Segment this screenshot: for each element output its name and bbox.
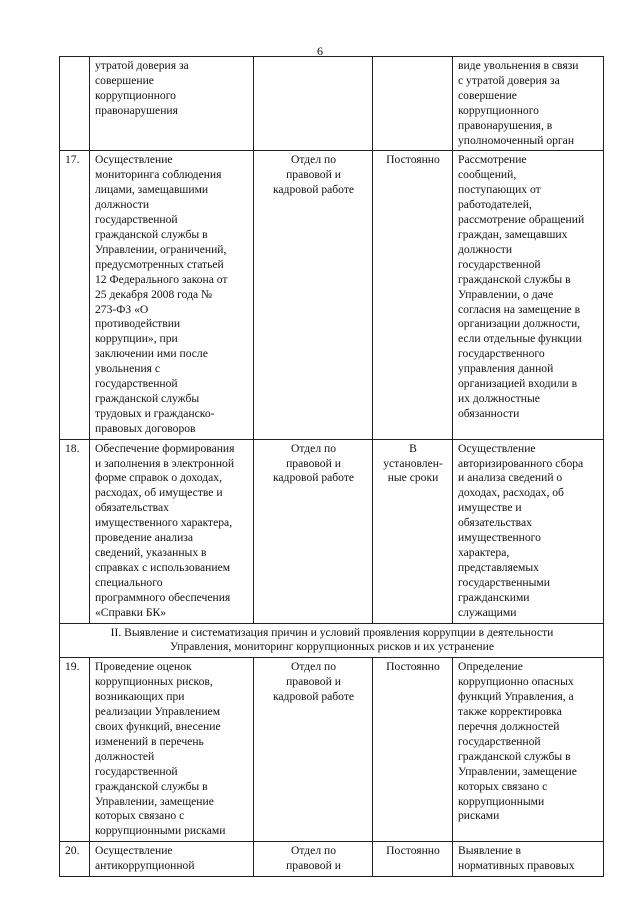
result-cell-line: и анализа сведений о [458,471,563,485]
executor-cell [254,439,373,623]
measure-cell-line: заключении ими после [95,347,208,361]
measure-cell-line: справках с использованием [95,560,231,574]
result-cell-line: гражданскими [458,590,530,604]
measure-cell-line: 273-ФЗ «О [95,302,149,316]
table-row [60,842,604,877]
section-heading-line: II. Выявление и систематизация причин и условий проявления коррупции в деятельности [110,625,554,639]
row-number: 17. [60,151,90,439]
result-cell-line: Рассмотрение [458,153,527,167]
section-heading-line: Управления, мониторинг коррупционных рисков и их устранение [170,640,494,654]
result-cell-line: имуществе и [458,501,522,515]
result-cell-line: Управлении, замещение [458,764,577,778]
measure-cell-line: должности [95,198,150,212]
term-cell-line: Постоянно [386,844,440,858]
measure-cell [90,151,254,439]
table-row [60,439,604,623]
row-number: 19. [60,658,90,842]
executor-cell-line: кадровой работе [272,471,355,485]
result-cell-line: работодателей, [458,198,532,212]
measure-cell-line: гражданской службы в [95,779,208,793]
result-cell-line: функций Управления, а [458,690,574,704]
result-cell-line: поступающих от [458,183,541,197]
measure-cell-line: которых связано с [95,809,185,823]
measure-cell-line: правовых договоров [95,421,196,435]
measure-cell [90,57,254,151]
measure-cell-line: противодействии [95,317,181,331]
measure-cell-line: мониторинга соблюдения [95,168,222,182]
result-cell-line: согласия на замещение в [458,302,581,316]
executor-cell-line: правовой и [286,456,341,470]
table-row [60,658,604,842]
term-cell-line: В [409,441,417,455]
term-cell [373,658,453,842]
executor-cell-line: правовой и [286,168,341,182]
result-cell-line: гражданской службы в [458,749,571,763]
measure-cell-line: увольнения с [95,362,161,376]
executor-cell-line: Отдел по [290,660,337,674]
measure-cell-line: имущественного характера, [95,516,233,530]
table-row [60,151,604,439]
measure-cell-line: гражданской службы [95,391,200,405]
result-cell-line: доходах, расходах, об [458,486,564,500]
executor-cell [254,57,373,151]
section-heading [60,623,604,658]
executor-cell-line: правовой и [286,675,341,689]
measure-cell-line: коррупционного [95,88,176,102]
section-row [60,623,604,658]
measure-cell-line: обязательствах [95,501,169,515]
term-cell [373,151,453,439]
result-cell-line: если отдельные функции [458,332,582,346]
table-body-bottom [60,658,604,877]
row-number [60,57,90,151]
table-row [60,57,604,151]
executor-cell-line: Отдел по [290,844,337,858]
result-cell-line: авторизированного сбора [458,456,584,470]
measure-cell-line: совершение [95,73,154,87]
table-section-body [60,623,604,658]
measure-cell-line: государственной [95,764,178,778]
table-body-top [60,57,604,624]
measure-cell-line: Управлении, ограничений, [95,242,227,256]
executor-cell-line: кадровой работе [272,690,355,704]
executor-cell-line: Отдел по [290,441,337,455]
result-cell [453,57,604,151]
measure-cell-line: Управлении, замещение [95,794,214,808]
result-cell-line: государственными [458,575,550,589]
result-cell-line: коррупционно опасных [458,675,574,689]
measure-cell-line: Осуществление [95,153,173,167]
measure-cell-line: Осуществление [95,844,173,858]
result-cell-line: рассмотрение обращений [458,213,585,227]
result-cell-line: граждан, замещавших [458,227,568,241]
result-cell [453,439,604,623]
executor-cell-line: кадровой работе [272,183,355,197]
term-cell-line: Постоянно [386,660,440,674]
measure-cell-line: правонарушения [95,103,178,117]
measure-cell-line: сведений, указанных в [95,546,207,559]
measure-cell-line: специального [95,575,163,589]
measure-cell-line: государственной [95,377,178,391]
result-cell-line: государственной [458,257,541,271]
result-cell-line: перечня должностей [458,719,560,733]
measure-cell-line: предусмотренных статьей [95,257,224,271]
measure-cell-line: 25 декабря 2008 года № [95,287,213,301]
result-cell-line: нормативных правовых [458,859,575,873]
measure-cell-line: программного обеспечения [95,590,231,604]
row-number: 18. [60,439,90,623]
result-cell-line: сообщений, [458,168,517,182]
measure-cell-line: реализации Управлением [95,705,221,719]
measure-cell-line: трудовых и гражданско- [95,406,215,420]
result-cell-line: служащими [458,605,517,619]
term-cell [373,439,453,623]
measure-cell-line: Обеспечение формирования [95,441,235,455]
measure-cell-line: антикоррупционной [95,859,195,873]
measure-cell-line: «Справки БК» [95,605,167,619]
measure-cell-line: лицами, замещавшими [95,183,209,197]
term-cell-line: ные сроки [387,471,439,485]
result-cell-line: имущественного [458,531,541,545]
result-cell-line: уполномоченный орган [458,133,575,147]
result-cell-line: представляемых [458,560,539,574]
executor-cell-line: Отдел по [290,153,337,167]
measure-cell-line: своих функций, внесение [95,719,221,733]
result-cell [453,658,604,842]
measure-cell-line: коррупционных рисков, [95,675,213,689]
result-cell-line: государственной [458,734,541,748]
result-cell-line: Определение [458,660,523,674]
result-cell-line: государственного [458,347,545,361]
result-cell-line: которых связано с [458,779,548,793]
executor-cell [254,842,373,877]
executor-cell [254,658,373,842]
term-cell-line: Постоянно [386,153,440,167]
measure-cell-line: изменений в перечень [95,734,204,748]
result-cell-line: обязанности [458,406,520,420]
measure-cell-line: форме справок о доходах, [95,471,222,485]
result-cell-line: также корректировка [458,705,562,719]
page-number: 6 [317,44,323,58]
measure-cell-line: коррупционными рисками [95,824,226,838]
result-cell-line: Осуществление [458,441,536,455]
result-cell-line: должности [458,242,513,256]
result-cell-line: виде увольнения в связи [458,59,579,72]
measure-cell [90,842,254,877]
measure-cell-line: государственной [95,213,178,227]
measure-cell-line: 12 Федерального закона от [95,272,228,286]
measure-cell-line: гражданской службы в [95,227,208,241]
row-number: 20. [60,842,90,877]
result-cell-line: их должностные [458,391,540,405]
measure-cell-line: возникающих при [95,690,185,704]
result-cell-line: правонарушения, в [458,118,553,132]
result-cell-line: с утратой доверия за [458,73,560,87]
measure-cell-line: утратой доверия за [95,59,189,72]
result-cell-line: рисками [458,809,500,823]
term-cell-line: установлен- [383,456,443,470]
term-cell [373,842,453,877]
result-cell-line: характера, [458,546,510,559]
result-cell [453,151,604,439]
result-cell-line: коррупционного [458,103,539,117]
executor-cell [254,151,373,439]
result-cell-line: организации должности, [458,317,581,331]
measure-cell-line: Проведение оценок [95,660,192,674]
measure-cell-line: проведение анализа [95,531,194,545]
result-cell-line: гражданской службы в [458,272,571,286]
result-cell [453,842,604,877]
term-cell [373,57,453,151]
result-cell-line: обязательствах [458,516,532,530]
result-cell-line: организацией входили в [458,377,578,391]
executor-cell-line: правовой и [286,859,341,873]
result-cell-line: Выявление в [458,844,522,858]
result-cell-line: управления данной [458,362,554,376]
measure-cell-line: должностей [95,749,155,763]
measure-cell-line: расходах, об имуществе и [95,486,223,500]
measure-cell-line: и заполнения в электронной [95,456,235,470]
result-cell-line: совершение [458,88,517,102]
measure-cell [90,658,254,842]
measures-table [59,56,604,877]
result-cell-line: Управлении, о даче [458,287,554,301]
measure-cell-line: коррупции», при [95,332,178,346]
result-cell-line: коррупционными [458,794,545,808]
measure-cell [90,439,254,623]
